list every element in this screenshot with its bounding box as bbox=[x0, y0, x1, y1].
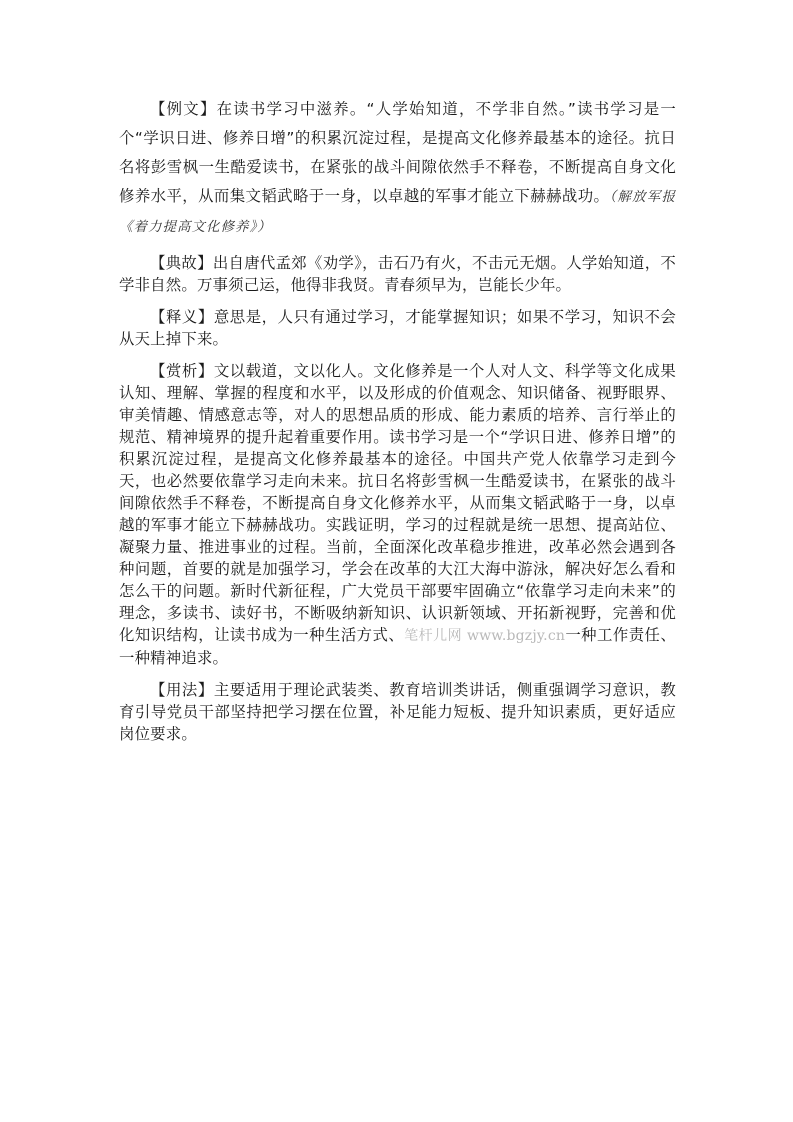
appreciation-paragraph bbox=[119, 360, 676, 669]
watermark-text: 笔杆儿网 www.bgzjy.cn bbox=[404, 628, 566, 644]
appreciation-text-end: 一种工作责任、一种精神追求。 bbox=[119, 626, 676, 667]
document-page bbox=[119, 95, 676, 755]
appreciation-text: 文以载道，文以化人。文化修养是一个人对人文、科学等文化成果认知、理解、掌握的程度和水平，以及形成的价值观念、知识储备、视野眼界、审美情趣、情感意志等，对人的思想品质的形成、能力素质的培养、言行举止的规范、精神境界的提升起着重要作用。读书学习是一个“学识日进、修养日增”的积累沉淀过程，是提高文化修养最基本的途径。中国共产党人依靠学习走到今天，也必然要依靠学习走向未来。抗日名将彭雪枫一生酷爱读书，在紧张的战斗间隙依然手不释卷，不断提高自身文化修养水平，从而集文韬武略于一身，以卓越的军事才能立下赫赫战功。实践证明，学习的过程就是统一思想、提高站位、凝聚力量、推进事业的过程。当前，全面深化改革稳步推进，改革必然会遇到各种问题，首要的就是加强学习，学会在改革的大江大海中游泳，解决好怎么看和怎么干的问题。新时代新征程，广大党员干部要牢固确立“依靠学习走向未来”的理念，多读书、读好书，不断吸纳新知识、认识新领域、开拓新视野，完善和优化知识结构，让读书成为一种生活方式、 bbox=[119, 362, 676, 644]
usage-tag: 【用法】 bbox=[150, 681, 214, 699]
example-source: （解放军报《着力提高文化修养》） bbox=[119, 189, 677, 235]
explanation-paragraph bbox=[119, 306, 676, 350]
allusion-paragraph bbox=[119, 252, 676, 296]
appreciation-tag: 【赏析】 bbox=[150, 362, 214, 380]
example-text: 在读书学习中滋养。“人学始知道，不学非自然。”读书学习是一个“学识日进、修养日增”的积累沉淀过程，是提高文化修养最基本的途径。抗日名将彭雪枫一生酷爱读书，在紧张的战斗间隙依然手不释卷，不断提高自身文化修养水平，从而集文韬武略于一身，以卓越的军事才能立下赫赫战功。 bbox=[119, 100, 676, 205]
usage-text: 主要适用于理论武装类、教育培训类讲话，侧重强调学习意识，教育引导党员干部坚持把学习摆在位置，补足能力短板、提升知识素质，更好适应岗位要求。 bbox=[119, 681, 676, 743]
example-tag: 【例文】 bbox=[150, 100, 217, 118]
explanation-tag: 【释义】 bbox=[150, 308, 214, 326]
allusion-tag: 【典故】 bbox=[150, 254, 213, 272]
example-paragraph bbox=[119, 95, 676, 242]
explanation-text: 意思是，人只有通过学习，才能掌握知识；如果不学习，知识不会从天上掉下来。 bbox=[119, 308, 676, 348]
allusion-text: 出自唐代孟郊《劝学》，击石乃有火，不击元无烟。人学始知道，不学非自然。万事须己运，他得非我贤。青春须早为，岂能长少年。 bbox=[119, 254, 676, 294]
usage-paragraph bbox=[119, 679, 676, 745]
